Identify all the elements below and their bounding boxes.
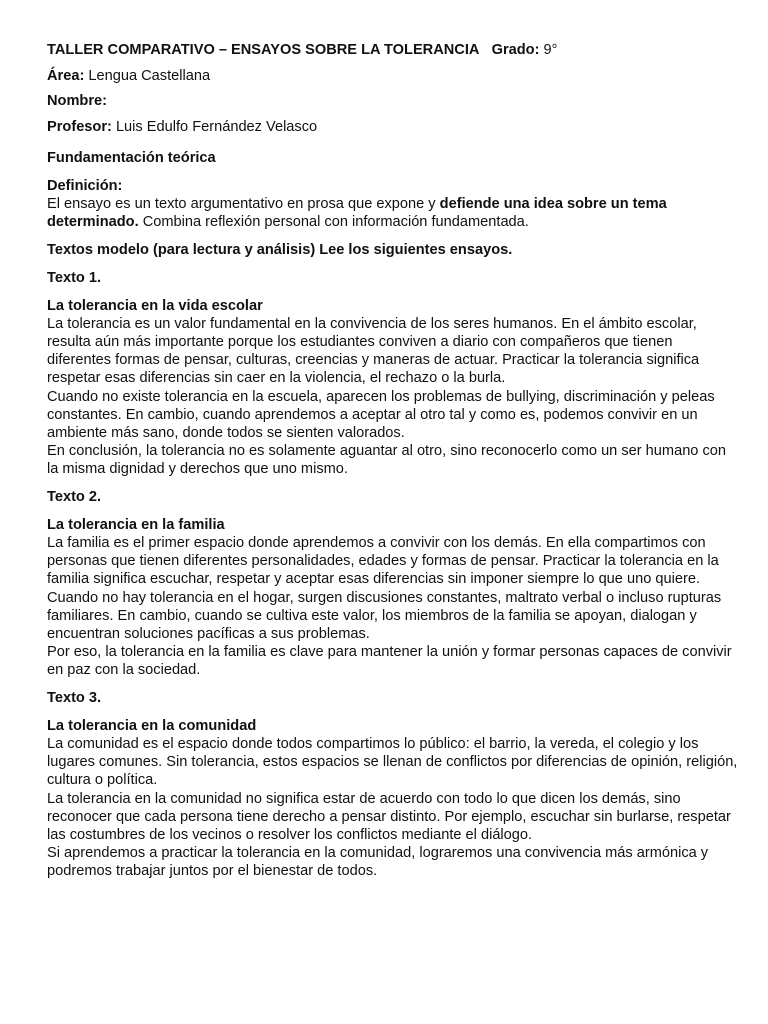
profesor-line [47,118,738,136]
area-label: Área: [47,67,85,84]
area-value: Lengua Castellana [88,67,211,84]
texto-3-title: La tolerancia en la comunidad [47,717,257,734]
texto-3-paragraph: Si aprendemos a practicar la tolerancia en la comunidad, lograremos una convivencia más armónica y podremos trabajar juntos por el bienestar de todos. [47,845,709,880]
grado-value: 9° [543,42,558,58]
texto-2-paragraph: Cuando no hay tolerancia en el hogar, surgen discusiones constantes, maltrato verbal o incluso rupturas familiares. En cambio, cuando se cultiva este valor, los miembros de la familia se apoyan, dialogan y encuentran soluciones pacíficas a sus problemas. [47,589,722,642]
nombre-label: Nombre: [47,93,107,110]
texto-3-label: Texto 3. [47,690,102,707]
texto-1-title: La tolerancia en la vida escolar [47,297,263,314]
texto-1-paragraph: En conclusión, la tolerancia no es solamente aguantar al otro, sino reconocerlo como un ser humano con la misma dignidad y derechos que uno mismo. [47,443,727,478]
fundamentacion-heading: Fundamentación teórica [47,150,216,167]
grado-label: Grado: [491,42,540,58]
texto-2-paragraph: Por eso, la tolerancia en la familia es clave para mantener la unión y formar personas capaces de convivir en paz con la sociedad. [47,644,732,679]
definicion-text [47,195,738,231]
texto-3-paragraph: La comunidad es el espacio donde todos compartimos lo público: el barrio, la vereda, el colegio y los lugares comunes. Sin tolerancia, estos espacios se llenan de conflictos por diferencias de opinión, religión, cultura o política. [47,736,738,789]
texto-1-label: Texto 1. [47,269,102,286]
texto-3-paragraph: La tolerancia en la comunidad no significa estar de acuerdo con todo lo que dicen los demás, sino reconocer que cada persona tiene derecho a pensar distinto. Por ejemplo, escuchar sin burlarse, respetar las costumbres de los vecinos o resolver los conflictos mediante el diálogo. [47,790,731,844]
texto-1-paragraph: Cuando no existe tolerancia en la escuela, aparecen los problemas de bullying, discriminación y peleas constantes. En cambio, cuando aprendemos a aceptar al otro tal y como es, podemos convivir en un ambiente más sano, donde todos se sienten valorados. [47,388,715,441]
definicion-part2: Combina reflexión personal con información fundamentada. [138,214,529,231]
definicion-bold: defiende una idea sobre un tema determinado. [47,196,667,231]
texto-2-label: Texto 2. [47,489,102,506]
worksheet-title: TALLER COMPARATIVO – ENSAYOS SOBRE LA TOLERANCIA [47,42,480,58]
texto-2-title: La tolerancia en la familia [47,516,225,533]
definicion-label: Definición: [47,178,123,195]
profesor-value: Luis Edulfo Fernández Velasco [115,119,318,136]
area-line [47,67,738,85]
nombre-line [47,92,738,110]
profesor-label: Profesor: [47,119,112,136]
textos-intro: Textos modelo (para lectura y análisis) Lee los siguientes ensayos. [47,242,513,259]
texto-2-paragraph: La familia es el primer espacio donde aprendemos a convivir con los demás. En ella compartimos con personas que tienen diferentes personalidades, edades y formas de pensar. Practicar la tolerancia en la familia significa escuchar, respetar y aceptar esas diferencias sin imponer siempre lo que uno quiere. [47,534,719,588]
header-title-line [47,41,738,59]
texto-1-paragraph: La tolerancia es un valor fundamental en la convivencia de los seres humanos. En el ámbito escolar, resulta aún más importante porque los estudiantes conviven a diario con compañeros que tienen diferentes formas de pensar, culturas, creencias y maneras de actuar. Practicar la tolerancia significa respetar esas diferencias sin caer en la violencia, el rechazo o la burla. [47,315,700,387]
definicion-part1: El ensayo es un texto argumentativo en prosa que expone y [47,196,440,213]
